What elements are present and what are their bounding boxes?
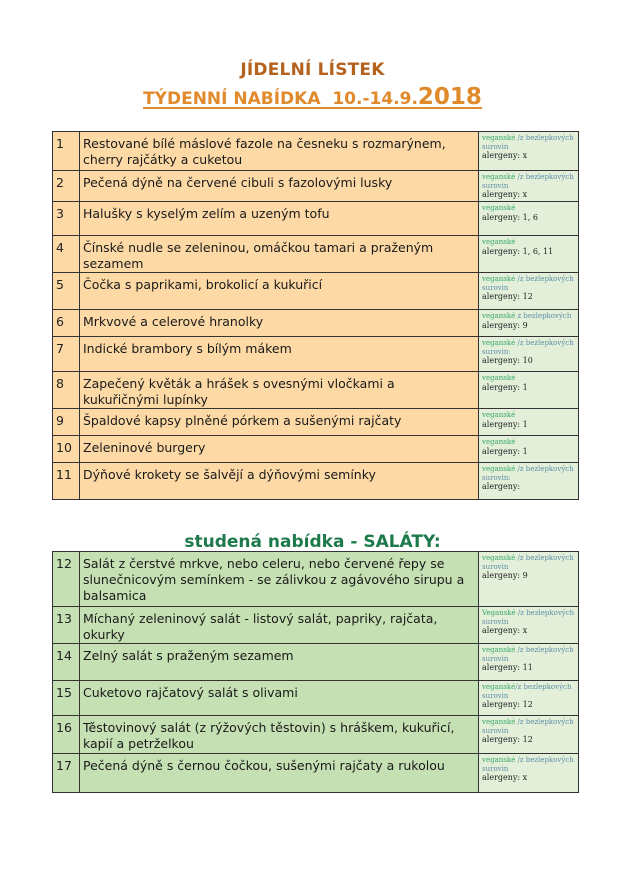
dish-number: 7 xyxy=(53,337,80,372)
dish-info xyxy=(479,202,579,236)
dish-name: Těstovinový salát (z rýžových těstovin) s hráškem, kukuřicí, kapií a petrželkou xyxy=(80,716,479,754)
allergens-label: alergeny: 9 xyxy=(482,320,528,330)
dish-name: Zelný salát s praženým sezamem xyxy=(80,644,479,681)
gluten-free-tag: /z bezlepkových surovin xyxy=(482,756,574,773)
dish-number: 13 xyxy=(53,607,80,644)
vegan-tag: veganské xyxy=(482,465,516,473)
allergens-label: alergeny: x xyxy=(482,151,528,161)
allergens-label: alergeny: 1, 6, 11 xyxy=(482,246,554,256)
menu-title: JÍDELNÍ LÍSTEK xyxy=(240,60,385,80)
allergens-label: alergeny: 1, 6 xyxy=(482,212,538,222)
allergens-label: alergeny: xyxy=(482,482,521,492)
dish-name: Zeleninové burgery xyxy=(80,436,479,463)
menu-row xyxy=(53,607,579,644)
allergens-label: alergeny: 1 xyxy=(482,382,528,392)
vegan-tag: veganské xyxy=(482,646,516,654)
salad-menu-table xyxy=(52,551,579,793)
gluten-free-tag: /z bezlepkových surovin xyxy=(482,646,574,663)
vegan-tag: veganské xyxy=(482,374,516,382)
dish-number: 15 xyxy=(53,681,80,716)
allergens-label: alergeny: x xyxy=(482,773,528,783)
dish-name: Pečená dýně na červené cibuli s fazolovými lusky xyxy=(80,171,479,202)
menu-row xyxy=(53,310,579,337)
vegan-tag: veganské xyxy=(482,134,516,142)
menu-row xyxy=(53,681,579,716)
menu-row xyxy=(53,463,579,500)
dish-name: Čočka s paprikami, brokolicí a kukuřicí xyxy=(80,273,479,310)
dish-name: Mrkvové a celerové hranolky xyxy=(80,310,479,337)
allergens-label: alergeny: 12 xyxy=(482,292,533,302)
salads-section-title: studená nabídka - SALÁTY: xyxy=(184,532,441,552)
dish-info xyxy=(479,236,579,273)
dish-name: Halušky s kyselým zelím a uzeným tofu xyxy=(80,202,479,236)
dish-name: Zapečený květák a hrášek s ovesnými vločkami a kukuřičnými lupínky xyxy=(80,372,479,409)
menu-row xyxy=(53,132,579,171)
dish-info xyxy=(479,310,579,337)
dish-name: Špaldové kapsy plněné pórkem a sušenými rajčaty xyxy=(80,409,479,436)
dish-number: 17 xyxy=(53,754,80,793)
gluten-free-tag: /z bezlepkových surovin xyxy=(482,134,574,151)
menu-row xyxy=(53,644,579,681)
dish-name: Cuketovo rajčatový salát s olivami xyxy=(80,681,479,716)
dish-number: 8 xyxy=(53,372,80,409)
dish-name: Dýňové krokety se šalvějí a dýňovými semínky xyxy=(80,463,479,500)
menu-row xyxy=(53,754,579,793)
vegan-tag: veganské xyxy=(482,275,516,283)
gluten-free-tag: /z bezlepkových surovin xyxy=(482,683,572,700)
dish-number: 2 xyxy=(53,171,80,202)
vegan-tag: veganské xyxy=(482,339,516,347)
vegan-tag: veganské xyxy=(482,554,516,562)
allergens-label: alergeny: 1 xyxy=(482,419,528,429)
gluten-free-tag: /z bezlepkových surovin xyxy=(482,718,574,735)
dish-info xyxy=(479,552,579,607)
menu-row xyxy=(53,552,579,607)
dish-number: 11 xyxy=(53,463,80,500)
weekly-offer-dates: TÝDENNÍ NABÍDKA 10.-14.9. xyxy=(143,89,418,109)
dish-info xyxy=(479,607,579,644)
dish-info xyxy=(479,716,579,754)
warm-menu-table xyxy=(52,131,579,500)
dish-number: 1 xyxy=(53,132,80,171)
weekly-offer-year: 2018 xyxy=(417,84,482,110)
dish-name: Indické brambory s bílým mákem xyxy=(80,337,479,372)
menu-row xyxy=(53,409,579,436)
menu-row xyxy=(53,202,579,236)
dish-info xyxy=(479,754,579,793)
menu-row xyxy=(53,171,579,202)
menu-row xyxy=(53,337,579,372)
gluten-free-tag: z bezlepkových xyxy=(515,312,572,320)
vegan-tag: veganské xyxy=(482,411,516,419)
allergens-label: alergeny: 10 xyxy=(482,356,533,366)
vegan-tag: veganské xyxy=(482,683,516,691)
gluten-free-tag: /z bezlepkových surovin xyxy=(482,609,575,626)
dish-number: 5 xyxy=(53,273,80,310)
allergens-label: alergeny: 11 xyxy=(482,663,533,673)
dish-name: Čínské nudle se zeleninou, omáčkou tamari a praženým sezamem xyxy=(80,236,479,273)
dish-number: 10 xyxy=(53,436,80,463)
dish-info xyxy=(479,436,579,463)
gluten-free-tag: /z bezlepkových surovin xyxy=(482,554,574,571)
vegan-tag: Veganské xyxy=(482,609,516,617)
gluten-free-tag: /z bezlepkových surovin xyxy=(482,275,574,292)
dish-info xyxy=(479,409,579,436)
dish-number: 4 xyxy=(53,236,80,273)
vegan-tag: veganské xyxy=(482,238,516,246)
dish-info xyxy=(479,463,579,500)
menu-row xyxy=(53,716,579,754)
allergens-label: alergeny: 9 xyxy=(482,571,528,581)
allergens-label: alergeny: 1 xyxy=(482,446,528,456)
dish-info xyxy=(479,132,579,171)
vegan-tag: veganské xyxy=(482,312,516,320)
dish-name: Salát z čerstvé mrkve, nebo celeru, nebo červené řepy se slunečnicovým semínkem - se zálivkou z agávového sirupu a balsamica xyxy=(80,552,479,607)
allergens-label: alergeny: 12 xyxy=(482,735,533,745)
vegan-tag: veganské xyxy=(482,718,516,726)
gluten-free-tag: /z bezlepkových surovin xyxy=(482,173,574,190)
dish-number: 16 xyxy=(53,716,80,754)
menu-row xyxy=(53,273,579,310)
dish-number: 9 xyxy=(53,409,80,436)
allergens-label: alergeny: x xyxy=(482,626,528,636)
dish-number: 12 xyxy=(53,552,80,607)
allergens-label: alergeny: 12 xyxy=(482,700,533,710)
vegan-tag: veganské xyxy=(482,173,516,181)
gluten-free-tag: /z bezlepkových surovin: xyxy=(482,465,574,482)
allergens-label: alergeny: x xyxy=(482,190,528,200)
vegan-tag: veganské xyxy=(482,204,516,212)
dish-info xyxy=(479,171,579,202)
dish-number: 14 xyxy=(53,644,80,681)
vegan-tag: veganské xyxy=(482,438,516,446)
dish-info xyxy=(479,372,579,409)
gluten-free-tag: /z bezlepkových surovin: xyxy=(482,339,574,356)
vegan-tag: veganské xyxy=(482,756,516,764)
dish-number: 3 xyxy=(53,202,80,236)
weekly-offer-heading xyxy=(0,84,625,110)
dish-info xyxy=(479,337,579,372)
dish-name: Míchaný zeleninový salát - listový salát, papriky, rajčata, okurky xyxy=(80,607,479,644)
menu-row xyxy=(53,372,579,409)
menu-row xyxy=(53,436,579,463)
dish-number: 6 xyxy=(53,310,80,337)
dish-name: Restované bílé máslové fazole na česneku s rozmarýnem, cherry rajčátky a cuketou xyxy=(80,132,479,171)
dish-name: Pečená dýně s černou čočkou, sušenými rajčaty a rukolou xyxy=(80,754,479,793)
dish-info xyxy=(479,681,579,716)
menu-row xyxy=(53,236,579,273)
dish-info xyxy=(479,644,579,681)
dish-info xyxy=(479,273,579,310)
